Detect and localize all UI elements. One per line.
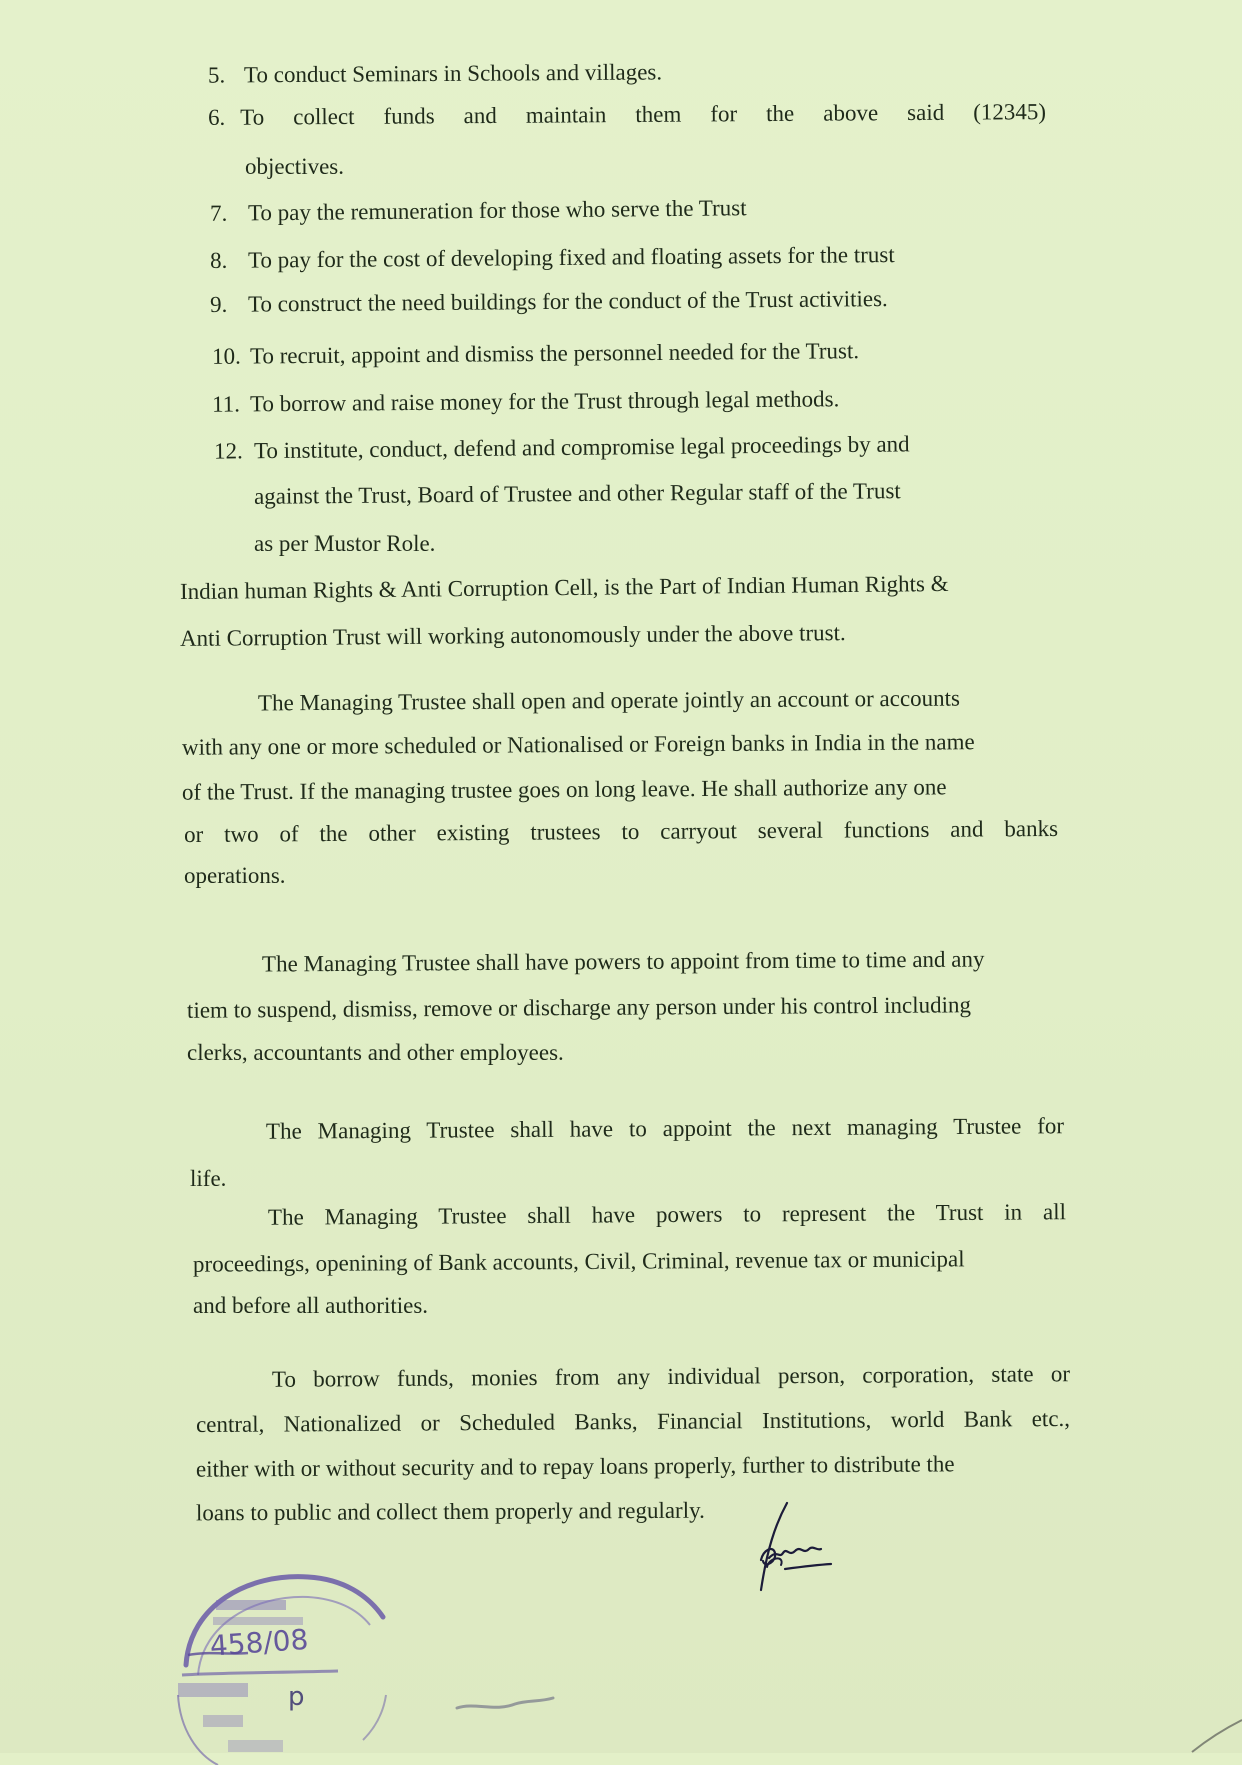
list-text: To institute, conduct, defend and compromise legal proceedings by and [253, 431, 910, 464]
list-number: 11. [211, 391, 241, 417]
paragraph-cell-line-2: Anti Corruption Trust will working autonomously under the above trust. [179, 620, 846, 651]
list-item-12-continuation-2: as per Mustor Role. [254, 531, 436, 556]
paragraph-appoint-line-1: The Managing Trustee shall have powers to appoint from time to time and any [261, 946, 985, 977]
paragraph-accounts-line-1: The Managing Trustee shall open and operate jointly an account or accounts [257, 685, 961, 716]
signature-image [755, 1495, 850, 1615]
paragraph-cell-line-1: Indian human Rights & Anti Corruption Cell, is the Part of Indian Human Rights & [179, 570, 949, 605]
list-number: 7. [209, 200, 228, 226]
paragraph-borrow-line-3: either with or without security and to repay loans properly, further to distribute the [195, 1451, 955, 1482]
list-item-11 [212, 387, 839, 415]
paragraph-accounts-line-2: with any one or more scheduled or Nationalised or Foreign banks in India in the name [181, 729, 975, 760]
paragraph-next-line-2: life. [190, 1166, 227, 1191]
list-item-12 [214, 432, 910, 462]
list-item-8 [210, 243, 895, 272]
paragraph-represent-line-2: proceedings, openining of Bank accounts, Civil, Criminal, revenue tax or municipal [192, 1246, 965, 1277]
list-number: 10. [211, 343, 241, 369]
list-text: To borrow and raise money for the Trust through legal methods. [249, 386, 840, 417]
paragraph-represent-line-3: and before all authorities. [193, 1293, 429, 1318]
list-text: To construct the need buildings for the conduct of the Trust activities. [247, 286, 888, 317]
list-number: 9. [209, 291, 228, 317]
list-item-10 [212, 339, 859, 368]
paragraph-appoint-line-3: clerks, accountants and other employees. [187, 1040, 564, 1065]
paragraph-accounts-line-4: or two of the other existing trustees to carryout several functions and banks [183, 815, 1059, 848]
list-number: 12. [213, 438, 243, 464]
list-item-12-continuation: against the Trust, Board of Trustee and other Regular staff of the Trust [253, 478, 901, 509]
list-text: To recruit, appoint and dismiss the personnel needed for the Trust. [249, 338, 860, 369]
svg-text:p: p [288, 1682, 305, 1712]
paragraph-accounts-line-5: operations. [184, 863, 286, 888]
list-text: To conduct Seminars in Schools and villages. [243, 59, 663, 88]
svg-text:458/08: 458/08 [208, 1622, 310, 1663]
ink-smudge [455, 1690, 555, 1720]
page-edge-mark [1182, 1700, 1242, 1753]
paragraph-appoint-line-2: tiem to suspend, dismiss, remove or discharge any person under his control including [186, 992, 972, 1023]
list-item-9 [210, 287, 888, 316]
paragraph-represent-line-1: The Managing Trustee shall have powers to represent the Trust in all [267, 1199, 1067, 1230]
paragraph-borrow-line-1: To borrow funds, monies from any individual person, corporation, state or [271, 1361, 1071, 1392]
list-text: To collect funds and maintain them for the above said (12345) [240, 99, 1047, 130]
list-text: To pay the remuneration for those who serve the Trust [247, 195, 747, 226]
paragraph-accounts-line-3: of the Trust. If the managing trustee goes on long leave. He shall authorize any one [181, 774, 947, 805]
list-item-5 [208, 60, 662, 86]
list-text: To pay for the cost of developing fixed and floating assets for the trust [247, 242, 895, 273]
list-number: 5. [207, 62, 226, 88]
paragraph-borrow-line-2: central, Nationalized or Scheduled Banks, Financial Institutions, world Bank etc., [195, 1405, 1071, 1438]
paragraph-borrow-line-4: loans to public and collect them properly and regularly. [195, 1497, 705, 1526]
list-item-6-continuation: objectives. [245, 154, 344, 179]
list-number: 6. [207, 104, 226, 130]
paragraph-next-line-1: The Managing Trustee shall have to appoint the next managing Trustee for [265, 1113, 1065, 1144]
list-item-6 [208, 100, 1046, 129]
list-number: 8. [209, 247, 228, 273]
list-item-7 [210, 196, 747, 225]
office-stamp [168, 1555, 408, 1765]
